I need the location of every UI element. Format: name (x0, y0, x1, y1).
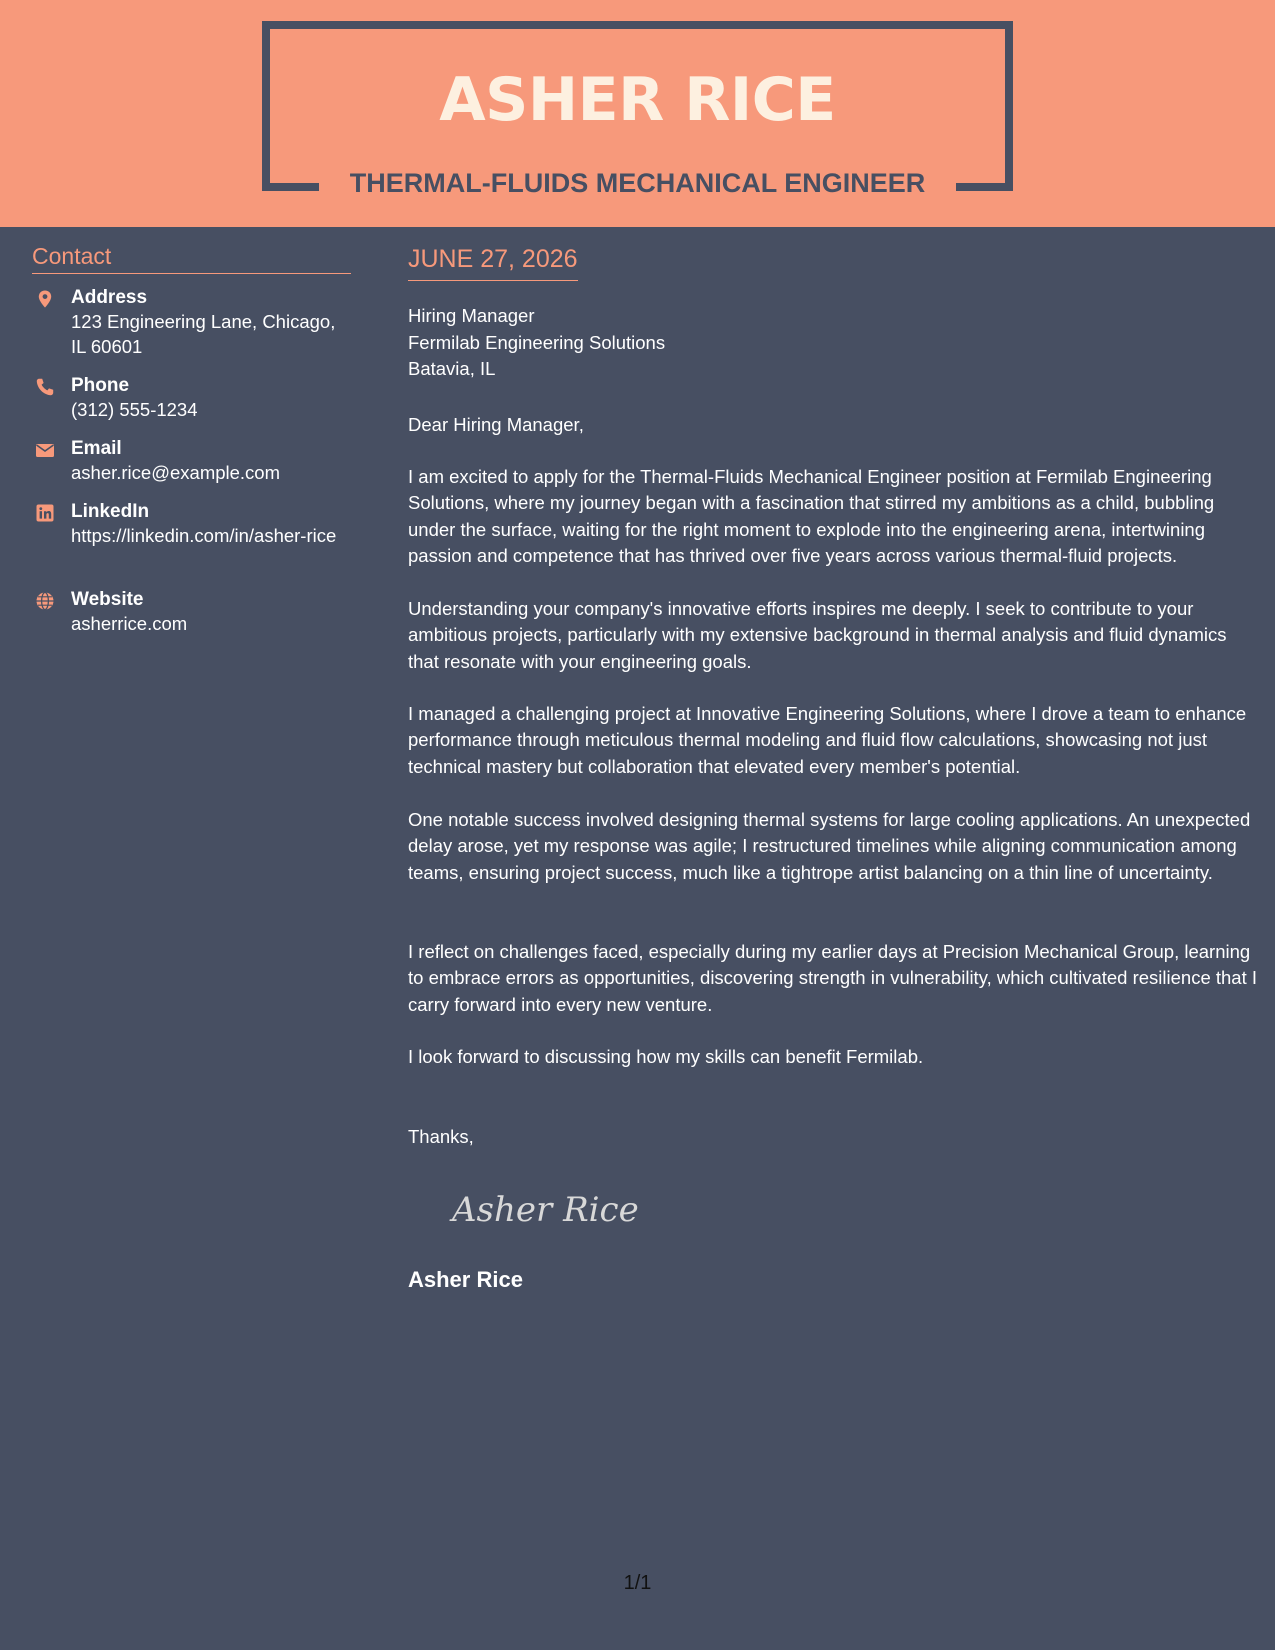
body-paragraph: I managed a challenging project at Innovative Engineering Solutions, where I drove a team to enhance performance through meticulous thermal modeling and fluid flow calculations, showcasing not just technical mastery but collaboration that elevated every member's potential. (408, 703, 1247, 777)
header-frame-top (262, 21, 1013, 29)
body-paragraph: I am excited to apply for the Thermal-Fluids Mechanical Engineer position at Fermilab Engineering Solutions, where my journey began with a fascination that stirred my ambitions as a child, bubbling under the surface, waiting for the right moment to explode into the engineering arena, intertwining passion and competence that has thrived over five years across various thermal-fluid projects. (408, 466, 1215, 566)
contact-value: (312) 555-1234 (71, 399, 198, 420)
recipient-line: Hiring Manager (408, 305, 535, 326)
phone-icon (35, 377, 55, 397)
header-banner (0, 0, 1275, 227)
contact-value[interactable]: asherrice.com (71, 613, 188, 634)
salutation: Dear Hiring Manager, (408, 414, 584, 435)
recipient-block (408, 303, 1248, 383)
header-frame-right (1005, 21, 1013, 191)
page-number: 1/1 (623, 1572, 652, 1594)
linkedin-icon (35, 503, 55, 523)
signature-text: Asher Rice (452, 1190, 639, 1230)
contact-value: asher.rice@example.com (71, 462, 281, 483)
contact-label: Email (71, 438, 122, 459)
recipient-line: Fermilab Engineering Solutions (408, 331, 666, 353)
body-paragraph: I look forward to discussing how my skills can benefit Fermilab. (408, 1046, 924, 1067)
globe-icon (35, 591, 55, 611)
contact-value: 123 Engineering Lane, Chicago, IL 60601 (71, 311, 336, 357)
header-frame-bottom-right (956, 183, 1013, 191)
applicant-name: ASHER RICE (439, 65, 836, 135)
contact-heading: Contact (32, 242, 351, 274)
contact-value[interactable]: https://linkedin.com/in/asher-rice (71, 525, 337, 546)
map-pin-icon (35, 289, 55, 309)
signature-image (446, 1185, 666, 1233)
recipient-line: Batavia, IL (408, 358, 496, 379)
body-paragraph: One notable success involved designing thermal systems for large cooling applications. An unexpected delay arose, yet my response was agile; I restructured timelines while aligning communication among teams, ensuring project success, much like a tightrope artist balancing on a thin line of uncertainty. (408, 809, 1251, 883)
header-frame-bottom-left (262, 183, 319, 191)
contact-label: LinkedIn (71, 501, 150, 522)
contact-label: Website (71, 589, 144, 610)
closing: Thanks, (408, 1126, 474, 1147)
signer-name: Asher Rice (408, 1267, 523, 1292)
contact-label: Address (71, 287, 148, 308)
header-frame-left (262, 21, 270, 191)
body-paragraph: Understanding your company's innovative efforts inspires me deeply. I seek to contribute to your ambitious projects, particularly with my extensive background in thermal analysis and fluid dynamics that resonate with your engineering goals. (408, 598, 1227, 672)
job-title: THERMAL-FLUIDS MECHANICAL ENGINEER (349, 168, 926, 198)
letter-date: JUNE 27, 2026 (408, 244, 578, 281)
envelope-icon (35, 440, 55, 460)
contact-label: Phone (71, 375, 130, 396)
body-paragraph: I reflect on challenges faced, especially during my earlier days at Precision Mechanical Group, learning to embrace errors as opportunities, discovering strength in vulnerability, which cultivated resilience that I carry forward into every new venture. (408, 941, 1258, 1015)
